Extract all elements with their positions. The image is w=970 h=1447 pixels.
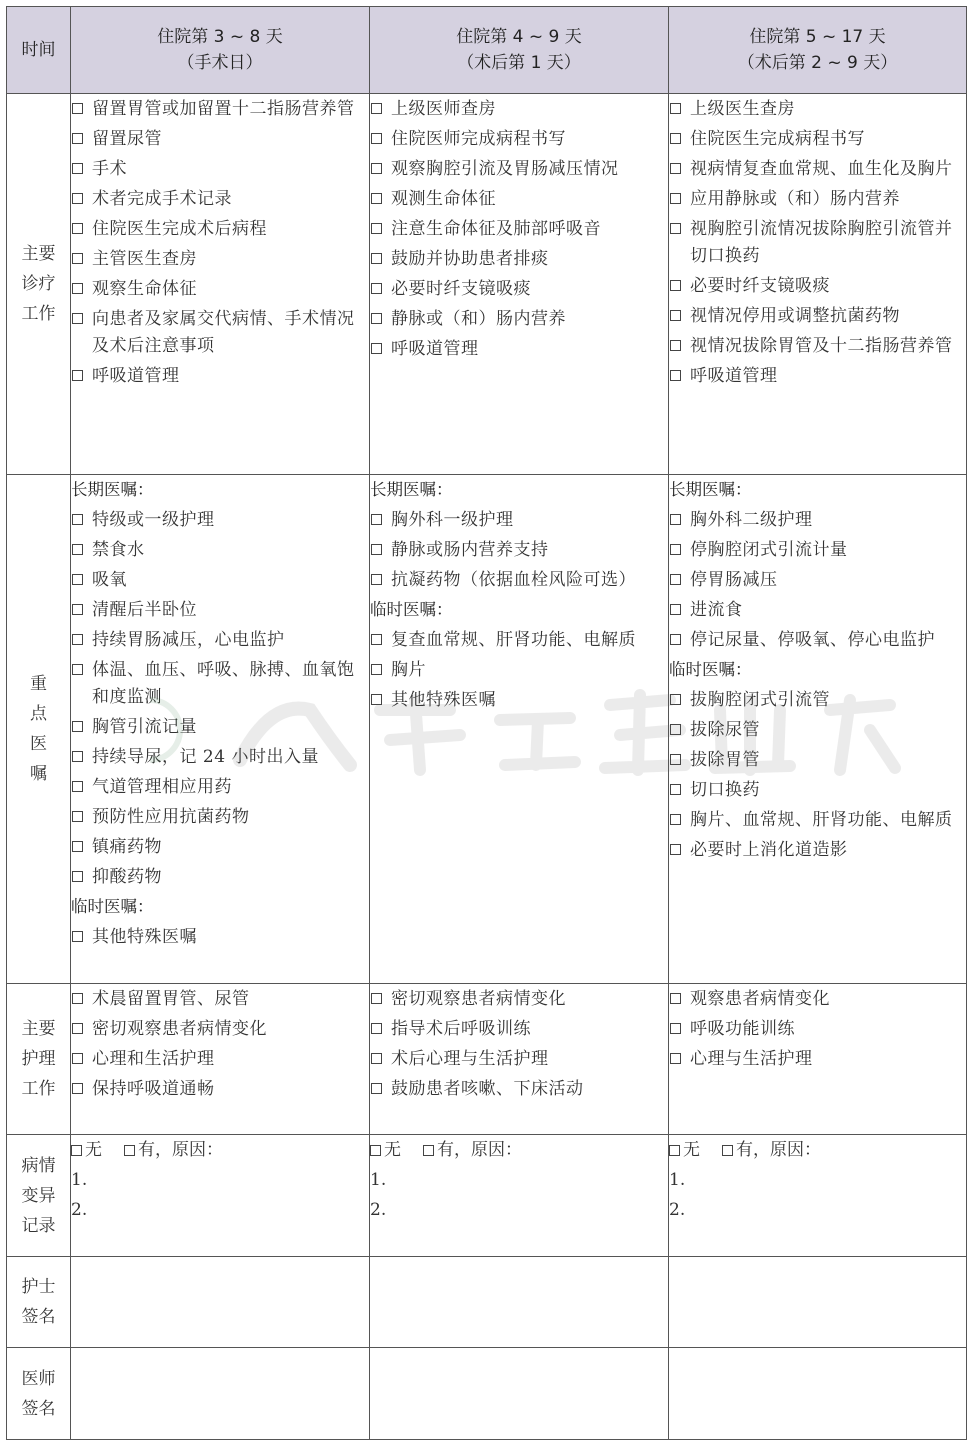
checklist-item <box>71 94 369 124</box>
variance-col3 <box>669 1135 967 1257</box>
checklist-item-text: 上级医生查房 <box>690 98 795 119</box>
checklist-item <box>370 535 668 565</box>
checkbox[interactable] <box>371 574 382 585</box>
checklist-item <box>669 331 966 361</box>
checklist-item-text: 注意生命体征及肺部呼吸音 <box>391 218 601 239</box>
row-label-orders: 重 点 医 嘱 <box>7 475 71 984</box>
header-row <box>7 7 967 94</box>
checklist-item-text: 保持呼吸道通畅 <box>92 1078 215 1099</box>
checklist-item-text: 胸外科二级护理 <box>690 509 813 530</box>
checkbox[interactable] <box>670 544 681 555</box>
checklist-item <box>669 565 966 595</box>
checklist-item <box>669 1014 966 1044</box>
checkbox[interactable] <box>371 103 382 114</box>
none-label: 无 <box>384 1140 401 1160</box>
checklist-item-text: 呼吸功能训练 <box>690 1018 795 1039</box>
yes-reason-label: 有，原因： <box>138 1140 223 1160</box>
checkbox[interactable] <box>670 370 681 381</box>
checklist-item <box>669 124 966 154</box>
checklist-item <box>71 304 369 361</box>
checklist-item <box>669 835 966 865</box>
checklist-item-text: 应用静脉或（和）肠内营养 <box>690 188 900 209</box>
checkbox[interactable] <box>670 784 681 795</box>
checklist-item <box>370 154 668 184</box>
row-label-nurse-signature: 护士 签名 <box>7 1257 71 1348</box>
checklist-item-text: 持续胃肠减压，心电监护 <box>92 629 285 650</box>
checklist-item <box>669 745 966 775</box>
checklist-item <box>370 655 668 685</box>
checkbox[interactable] <box>371 993 382 1004</box>
checkbox[interactable] <box>670 844 681 855</box>
variance-line-1[interactable]: 1. <box>71 1170 88 1190</box>
checklist-item-text: 视病情复查血常规、血生化及胸片 <box>690 158 953 179</box>
checklist-item-text: 观察胸腔引流及胃肠减压情况 <box>391 158 619 179</box>
column-subtitle: （术后第 2 ~ 9 天） <box>737 53 898 73</box>
checklist-item <box>669 154 966 184</box>
checkbox[interactable] <box>670 310 681 321</box>
checklist-item <box>669 505 966 535</box>
checklist-item-text: 密切观察患者病情变化 <box>391 988 566 1009</box>
checkbox[interactable] <box>371 514 382 525</box>
checklist-item <box>71 214 369 244</box>
checklist-item-text: 住院医师完成病程书写 <box>391 128 566 149</box>
yes-reason-label: 有，原因： <box>437 1140 522 1160</box>
variance-line-1[interactable]: 1. <box>669 1170 686 1190</box>
checkbox[interactable] <box>72 664 83 675</box>
yes-checkbox[interactable] <box>124 1145 135 1156</box>
checklist-item <box>669 94 966 124</box>
checkbox[interactable] <box>72 163 83 174</box>
checkbox[interactable] <box>72 544 83 555</box>
checkbox[interactable] <box>72 841 83 852</box>
checklist-item-text: 特级或一级护理 <box>92 509 215 530</box>
checkbox[interactable] <box>670 223 681 234</box>
checklist-item-text: 术者完成手术记录 <box>92 188 232 209</box>
checkbox[interactable] <box>371 253 382 264</box>
checkbox[interactable] <box>670 1053 681 1064</box>
checklist-item-text: 拔胸腔闭式引流管 <box>690 689 830 710</box>
checkbox[interactable] <box>72 993 83 1004</box>
column-title: 住院第 5 ~ 17 天 <box>749 27 886 47</box>
column-header-1 <box>71 7 370 94</box>
checklist-item <box>370 274 668 304</box>
checkbox[interactable] <box>670 340 681 351</box>
checklist-item <box>71 595 369 625</box>
checklist-item-text: 观察患者病情变化 <box>690 988 830 1009</box>
column-subtitle: （手术日） <box>177 53 263 73</box>
variance-col1 <box>71 1135 370 1257</box>
row-label-main-work: 主要 诊疗 工作 <box>7 94 71 475</box>
checklist-item-text: 必要时上消化道造影 <box>690 839 848 860</box>
checklist-item-text: 预防性应用抗菌药物 <box>92 806 250 827</box>
checklist-item <box>71 832 369 862</box>
checkbox[interactable] <box>72 223 83 234</box>
yes-reason-label: 有，原因： <box>736 1140 821 1160</box>
checklist-item <box>669 184 966 214</box>
checkbox[interactable] <box>371 133 382 144</box>
checklist-item <box>71 274 369 304</box>
checklist-item-text: 进流食 <box>690 599 743 620</box>
checkbox[interactable] <box>371 223 382 234</box>
checklist-item <box>71 361 369 391</box>
time-header: 时间 <box>7 7 71 94</box>
checklist-item <box>669 805 966 835</box>
checkbox[interactable] <box>670 280 681 291</box>
checklist-item-text: 住院医生完成术后病程 <box>92 218 267 239</box>
long-term-orders-title: 长期医嘱： <box>71 480 154 499</box>
checklist-item-text: 指导术后呼吸训练 <box>391 1018 531 1039</box>
doctor-signature-field-1[interactable] <box>71 1348 370 1440</box>
nursing-col2 <box>370 984 669 1135</box>
nurse-signature-field-1[interactable] <box>71 1257 370 1348</box>
checkbox[interactable] <box>72 1083 83 1094</box>
checklist-item <box>669 595 966 625</box>
checklist-item <box>669 685 966 715</box>
checklist-item-text: 其他特殊医嘱 <box>92 926 197 947</box>
checkbox[interactable] <box>670 694 681 705</box>
checklist-item <box>71 154 369 184</box>
checklist-item-text: 心理和生活护理 <box>92 1048 215 1069</box>
checklist-item <box>370 1074 668 1104</box>
checkbox[interactable] <box>72 133 83 144</box>
column-subtitle: （术后第 1 天） <box>457 53 581 73</box>
checkbox[interactable] <box>670 574 681 585</box>
checkbox[interactable] <box>72 370 83 381</box>
none-label: 无 <box>85 1140 102 1160</box>
checkbox[interactable] <box>670 1023 681 1034</box>
checklist-item-text: 拔除尿管 <box>690 719 760 740</box>
checkbox[interactable] <box>371 664 382 675</box>
checklist-item-text: 向患者及家属交代病情、手术情况及术后注意事项 <box>92 308 355 356</box>
checklist-item <box>370 685 668 715</box>
checklist-item <box>370 1044 668 1074</box>
yes-checkbox[interactable] <box>423 1145 434 1156</box>
checklist-item-text: 持续导尿，记 24 小时出入量 <box>92 746 319 767</box>
checklist-item-text: 视胸腔引流情况拔除胸腔引流管并切口换药 <box>690 218 953 266</box>
checklist-item-text: 停胃肠减压 <box>690 569 778 590</box>
variance-row <box>7 1135 967 1257</box>
checklist-item <box>71 712 369 742</box>
checklist-item <box>370 334 668 364</box>
variance-line-2[interactable]: 2. <box>370 1200 387 1220</box>
temporary-orders-title: 临时医嘱： <box>370 600 453 619</box>
nurse-signature-field-2[interactable] <box>370 1257 669 1348</box>
checklist-item-text: 拔除胃管 <box>690 749 760 770</box>
checklist-item <box>370 244 668 274</box>
checklist-item-text: 留置尿管 <box>92 128 162 149</box>
checklist-item-text: 气道管理相应用药 <box>92 776 232 797</box>
checklist-item-text: 视情况停用或调整抗菌药物 <box>690 305 900 326</box>
variance-col2 <box>370 1135 669 1257</box>
checkbox[interactable] <box>670 604 681 615</box>
checklist-item-text: 术后心理与生活护理 <box>391 1048 549 1069</box>
checkbox[interactable] <box>670 724 681 735</box>
checklist-item <box>71 625 369 655</box>
checklist-item <box>669 535 966 565</box>
checklist-item-text: 静脉或肠内营养支持 <box>391 539 549 560</box>
none-checkbox[interactable] <box>71 1145 82 1156</box>
checkbox[interactable] <box>371 193 382 204</box>
checklist-item-text: 呼吸道管理 <box>92 365 180 386</box>
none-checkbox[interactable] <box>370 1145 381 1156</box>
checklist-item-text: 上级医师查房 <box>391 98 496 119</box>
none-label: 无 <box>683 1140 700 1160</box>
column-title: 住院第 3 ~ 8 天 <box>157 27 283 47</box>
checklist-item <box>71 1074 369 1104</box>
nursing-row <box>7 984 967 1135</box>
checkbox[interactable] <box>371 544 382 555</box>
checklist-item <box>71 1044 369 1074</box>
checkbox[interactable] <box>72 283 83 294</box>
checklist-item-text: 胸管引流记量 <box>92 716 197 737</box>
checklist-item <box>370 625 668 655</box>
column-header-3 <box>669 7 967 94</box>
checkbox[interactable] <box>72 604 83 615</box>
checkbox[interactable] <box>670 193 681 204</box>
checkbox[interactable] <box>670 993 681 1004</box>
checklist-item <box>71 535 369 565</box>
main-work-col2 <box>370 94 669 475</box>
checklist-item-text: 抗凝药物（依据血栓风险可选） <box>391 569 636 590</box>
checkbox[interactable] <box>371 1083 382 1094</box>
main-work-col3 <box>669 94 967 475</box>
checklist-item-text: 观察生命体征 <box>92 278 197 299</box>
checkbox[interactable] <box>72 313 83 324</box>
checklist-item-text: 抑酸药物 <box>92 866 162 887</box>
long-term-orders-title: 长期医嘱： <box>669 480 752 499</box>
orders-col2 <box>370 475 669 984</box>
checklist-item-text: 鼓励并协助患者排痰 <box>391 248 549 269</box>
checkbox[interactable] <box>72 781 83 792</box>
checkbox[interactable] <box>72 751 83 762</box>
checkbox[interactable] <box>670 103 681 114</box>
checklist-item <box>370 1014 668 1044</box>
checkbox[interactable] <box>72 721 83 732</box>
checklist-item <box>370 304 668 334</box>
checklist-item-text: 静脉或（和）肠内营养 <box>391 308 566 329</box>
checklist-item <box>370 984 668 1014</box>
checkbox[interactable] <box>72 1053 83 1064</box>
checkbox[interactable] <box>371 163 382 174</box>
checklist-item <box>370 505 668 535</box>
checkbox[interactable] <box>371 1023 382 1034</box>
checklist-item-text: 观测生命体征 <box>391 188 496 209</box>
checklist-item <box>71 984 369 1014</box>
checkbox[interactable] <box>72 811 83 822</box>
yes-checkbox[interactable] <box>722 1145 733 1156</box>
checklist-item <box>669 775 966 805</box>
nursing-col1 <box>71 984 370 1135</box>
checkbox[interactable] <box>371 313 382 324</box>
checklist-item <box>669 715 966 745</box>
checklist-item-text: 体温、血压、呼吸、脉搏、血氧饱和度监测 <box>92 659 355 707</box>
temporary-orders-title: 临时医嘱： <box>71 897 154 916</box>
checklist-item-text: 密切观察患者病情变化 <box>92 1018 267 1039</box>
checklist-item <box>71 922 369 952</box>
doctor-signature-row <box>7 1348 967 1440</box>
checklist-item <box>669 361 966 391</box>
checkbox[interactable] <box>670 163 681 174</box>
checkbox[interactable] <box>371 343 382 354</box>
checklist-item <box>370 184 668 214</box>
column-header-2 <box>370 7 669 94</box>
checklist-item-text: 视情况拔除胃管及十二指肠营养管 <box>690 335 953 356</box>
checklist-item-text: 停胸腔闭式引流计量 <box>690 539 848 560</box>
checkbox[interactable] <box>670 754 681 765</box>
checklist-item-text: 呼吸道管理 <box>391 338 479 359</box>
checklist-item <box>669 271 966 301</box>
variance-line-2[interactable]: 2. <box>71 1200 88 1220</box>
checklist-item <box>71 862 369 892</box>
checkbox[interactable] <box>371 634 382 645</box>
checklist-item <box>71 742 369 772</box>
checkbox[interactable] <box>72 634 83 645</box>
checklist-item-text: 心理与生活护理 <box>690 1048 813 1069</box>
checklist-item <box>71 124 369 154</box>
checklist-item-text: 留置胃管或加留置十二指肠营养管 <box>92 98 355 119</box>
checkbox[interactable] <box>72 871 83 882</box>
checklist-item <box>370 214 668 244</box>
checklist-item <box>71 184 369 214</box>
checkbox[interactable] <box>72 253 83 264</box>
checklist-item-text: 禁食水 <box>92 539 145 560</box>
nursing-col3 <box>669 984 967 1135</box>
checklist-item <box>71 655 369 712</box>
checklist-item-text: 主管医生查房 <box>92 248 197 269</box>
checklist-item <box>71 244 369 274</box>
nurse-signature-row <box>7 1257 967 1348</box>
checkbox[interactable] <box>72 574 83 585</box>
checklist-item-text: 手术 <box>92 158 127 179</box>
row-label-doctor-signature: 医师 签名 <box>7 1348 71 1440</box>
checklist-item <box>71 505 369 535</box>
checkbox[interactable] <box>72 103 83 114</box>
checklist-item-text: 镇痛药物 <box>92 836 162 857</box>
checklist-item-text: 吸氧 <box>92 569 127 590</box>
checkbox[interactable] <box>371 283 382 294</box>
checklist-item-text: 胸片 <box>391 659 426 680</box>
orders-row <box>7 475 967 984</box>
checklist-item <box>71 802 369 832</box>
checklist-item <box>669 301 966 331</box>
checklist-item <box>669 625 966 655</box>
checklist-item <box>669 984 966 1014</box>
row-label-nursing: 主要 护理 工作 <box>7 984 71 1135</box>
main-work-col1 <box>71 94 370 475</box>
checklist-item-text: 复查血常规、肝肾功能、电解质 <box>391 629 636 650</box>
checkbox[interactable] <box>371 1053 382 1064</box>
checklist-item <box>669 214 966 271</box>
orders-col3 <box>669 475 967 984</box>
checklist-item-text: 停记尿量、停吸氧、停心电监护 <box>690 629 935 650</box>
checkbox[interactable] <box>72 931 83 942</box>
checkbox[interactable] <box>670 814 681 825</box>
row-label-variance: 病情 变异 记录 <box>7 1135 71 1257</box>
checklist-item-text: 住院医生完成病程书写 <box>690 128 865 149</box>
none-checkbox[interactable] <box>669 1145 680 1156</box>
checklist-item-text: 清醒后半卧位 <box>92 599 197 620</box>
long-term-orders-title: 长期医嘱： <box>370 480 453 499</box>
checklist-item <box>370 94 668 124</box>
clinical-pathway-table <box>6 6 967 1440</box>
checklist-item-text: 鼓励患者咳嗽、下床活动 <box>391 1078 584 1099</box>
checkbox[interactable] <box>72 514 83 525</box>
checklist-item-text: 呼吸道管理 <box>690 365 778 386</box>
checklist-item-text: 必要时纤支镜吸痰 <box>391 278 531 299</box>
checklist-item <box>669 1044 966 1074</box>
nurse-signature-field-3[interactable] <box>669 1257 967 1348</box>
checkbox[interactable] <box>670 514 681 525</box>
checklist-item-text: 其他特殊医嘱 <box>391 689 496 710</box>
doctor-signature-field-3[interactable] <box>669 1348 967 1440</box>
column-title: 住院第 4 ~ 9 天 <box>456 27 582 47</box>
checklist-item-text: 术晨留置胃管、尿管 <box>92 988 250 1009</box>
temporary-orders-title: 临时医嘱： <box>669 660 752 679</box>
variance-line-2[interactable]: 2. <box>669 1200 686 1220</box>
main-work-row <box>7 94 967 475</box>
checklist-item-text: 胸外科一级护理 <box>391 509 514 530</box>
checkbox[interactable] <box>371 694 382 705</box>
checklist-item-text: 胸片、血常规、肝肾功能、电解质 <box>690 809 953 830</box>
checklist-item <box>71 772 369 802</box>
checklist-item <box>370 565 668 595</box>
checklist-item <box>71 565 369 595</box>
checklist-item-text: 必要时纤支镜吸痰 <box>690 275 830 296</box>
checklist-item <box>370 124 668 154</box>
checkbox[interactable] <box>72 1023 83 1034</box>
checklist-item-text: 切口换药 <box>690 779 760 800</box>
variance-line-1[interactable]: 1. <box>370 1170 387 1190</box>
doctor-signature-field-2[interactable] <box>370 1348 669 1440</box>
orders-col1 <box>71 475 370 984</box>
checkbox[interactable] <box>670 133 681 144</box>
checkbox[interactable] <box>72 193 83 204</box>
checkbox[interactable] <box>670 634 681 645</box>
checklist-item <box>71 1014 369 1044</box>
